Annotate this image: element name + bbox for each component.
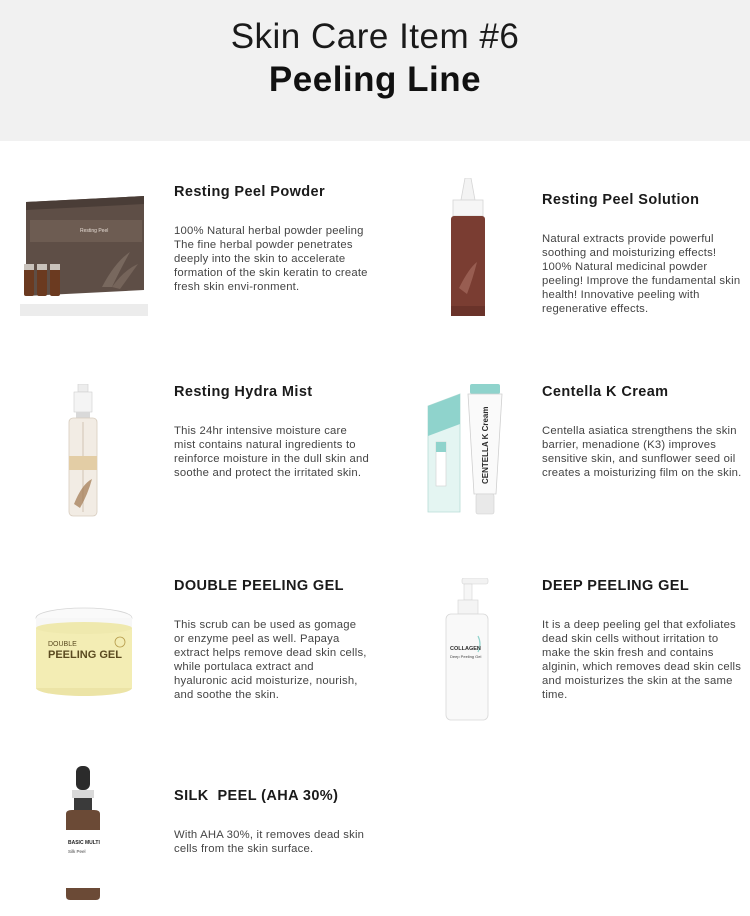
product-title: Resting Peel Powder xyxy=(174,184,326,200)
product-description: Centella asiatica strengthens the skin barrier, menadione (K3) improves sensitive skin, and sunflower seed oil creates a moisturizing film on the skin. xyxy=(542,425,742,479)
product-double-peeling-gel xyxy=(174,578,369,702)
product-title: Resting Peel Solution xyxy=(542,192,700,208)
product-image-double-peeling-gel xyxy=(34,602,134,698)
product-description: It is a deep peeling gel that exfoliates dead skin cells without irritation to make the skin fresh and contains alginin, which removes dead skin cells and moisturizes the skin at the same time. xyxy=(542,619,742,701)
product-description: This 24hr intensive moisture care mist contains natural ingredients to reinforce moisture in the dull skin and soothe and protect the irritated skin. xyxy=(174,425,369,479)
dropper-label-top: BASIC MULTI xyxy=(68,840,100,846)
header-title: Peeling Line xyxy=(268,60,482,99)
product-image-resting-hydra-mist xyxy=(66,384,100,518)
product-title: DOUBLE PEELING GEL xyxy=(174,578,344,594)
page-header xyxy=(0,0,750,141)
product-description: With AHA 30%, it removes dead skin cells from the skin surface. xyxy=(174,829,365,855)
product-silk-peel xyxy=(174,788,369,857)
product-title: Centella K Cream xyxy=(542,384,669,400)
product-image-silk-peel xyxy=(60,766,106,900)
product-resting-peel-solution xyxy=(542,192,747,316)
product-deep-peeling-gel xyxy=(542,578,742,702)
product-description: This scrub can be used as gomage or enzyme peel as well. Papaya extract helps remove dead skin cells, while portulaca extract and hyaluronic acid moisturize, nourish, and soothe the skin. xyxy=(174,619,367,701)
header-subtitle: Skin Care Item #6 xyxy=(230,17,520,56)
product-title: Resting Hydra Mist xyxy=(174,384,313,400)
bottle-label-sub: Deep Peeling Gel xyxy=(450,654,482,659)
product-resting-peel-powder xyxy=(174,184,369,295)
product-description: 100% Natural herbal powder peeling The fine herbal powder penetrates deeply into the skin to accelerate formation of the skin keratin to create fresh skin envi-ronment. xyxy=(174,225,368,293)
product-description: Natural extracts provide powerful soothing and moisturizing effects! 100% Natural medicinal powder peeling! Improve the fundamental skin health! Innovative peeling with regenerative effects. xyxy=(542,233,741,315)
box-label: Resting Peel xyxy=(80,228,109,234)
tube-label: CENTELLA K Cream xyxy=(481,406,490,484)
bottle-label-top: COLLAGEN xyxy=(450,646,481,652)
product-image-centella-k-cream xyxy=(424,384,510,518)
product-resting-hydra-mist xyxy=(174,384,369,481)
product-centella-k-cream xyxy=(542,384,742,481)
jar-label-main: PEELING GEL xyxy=(48,649,122,661)
jar-label-top: DOUBLE xyxy=(48,641,77,648)
product-image-resting-peel-powder xyxy=(20,192,148,316)
dropper-label-sub: Silk Peel xyxy=(68,849,86,854)
product-title: SILK PEEL (AHA 30%) xyxy=(174,788,339,804)
product-image-deep-peeling-gel xyxy=(442,578,494,722)
product-title: DEEP PEELING GEL xyxy=(542,578,690,594)
product-image-resting-peel-solution xyxy=(445,178,491,320)
